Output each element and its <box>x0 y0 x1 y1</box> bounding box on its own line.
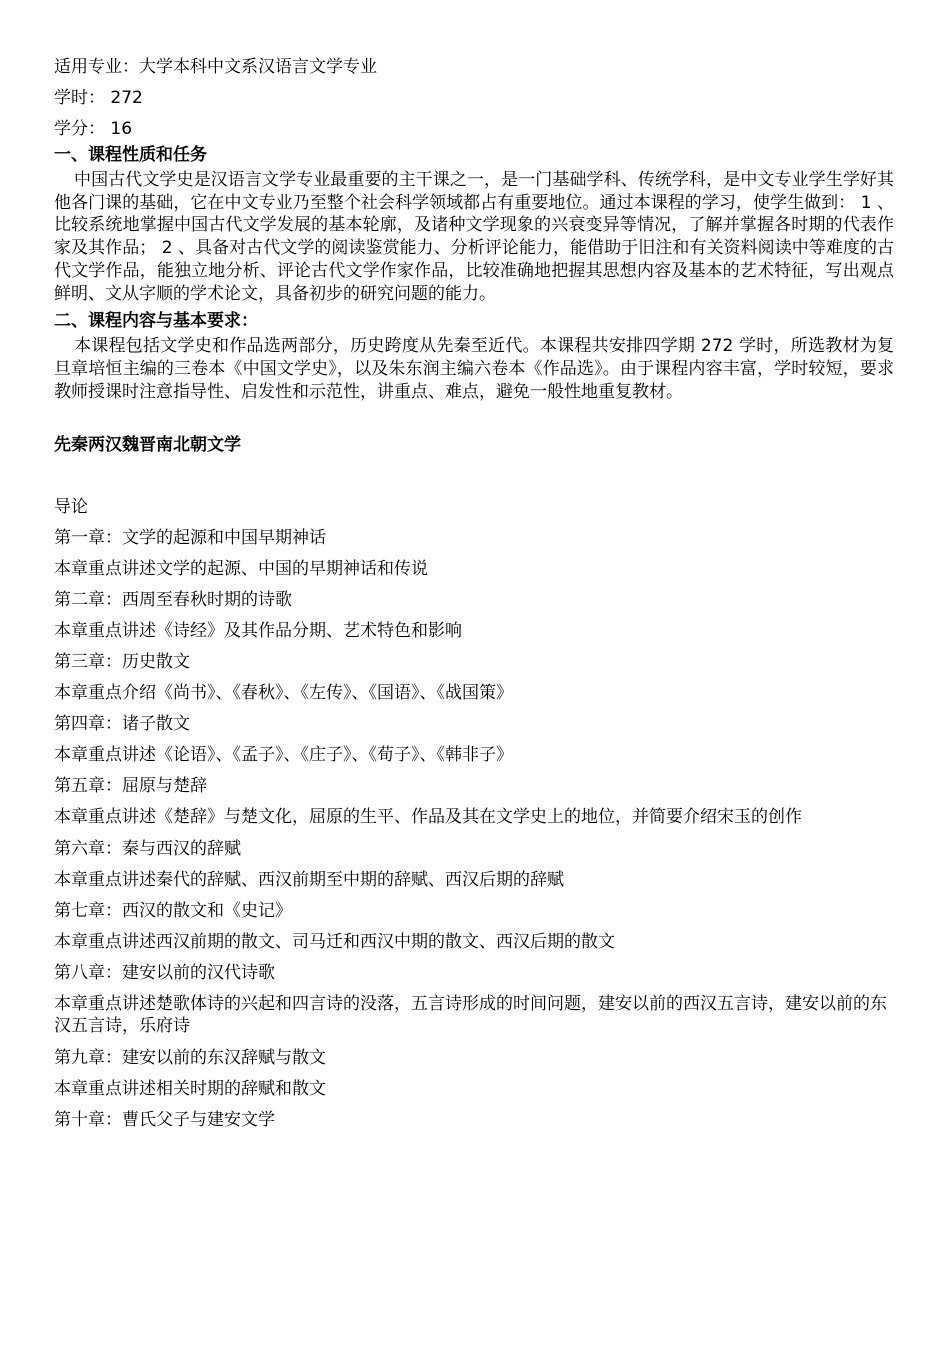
section-body-nature: 中国古代文学史是汉语言文学专业最重要的主干课之一，是一门基础学科、传统学科，是中文专业学生学好其他各门课的基础，它在中文专业乃至整个社会科学领域都占有重要地位。通过本课程的学习，使学生做到： 1 、比较系统地掌握中国古代文学发展的基本轮廓，及诸种文学现象的兴衰变异等情况，了解并掌握各时期的代表作家及其作品； 2 、具备对古代文学的阅读鉴赏能力、分析评论能力，能借助于旧注和有关资料阅读中等难度的古代文学作品，能独立地分析、评论古代文学作家作品，比较准确地把握其思想内容及基本的艺术特征，写出观点鲜明、文从字顺的学术论文，具备初步的研究问题的能力。 <box>54 170 894 304</box>
list-item: 第四章：诸子散文 <box>54 714 190 735</box>
section-body-content: 本课程包括文学史和作品选两部分，历史跨度从先秦至近代。本课程共安排四学期 272 学时，所选教材为复旦章培恒主编的三卷本《中国文学史》，以及朱东润主编六卷本《作品选》。由于课程内容丰富，学时较短，要求教师授课时注意指导性、启发性和示范性，讲重点、难点，避免一般性地重复教材。 <box>54 336 894 402</box>
list-item: 本章重点讲述文学的起源、中国的早期神话和传说 <box>54 559 428 580</box>
course-hours: 学时： 272 <box>54 88 143 108</box>
list-item: 第二章：西周至春秋时期的诗歌 <box>54 590 292 611</box>
list-item: 本章重点讲述《论语》、《孟子》、《庄子》、《荀子》、《韩非子》 <box>54 745 513 766</box>
course-credits: 学分： 16 <box>54 119 133 139</box>
list-item: 第八章：建安以前的汉代诗歌 <box>54 962 275 983</box>
list-item: 第五章：屈原与楚辞 <box>54 776 207 797</box>
list-item: 本章重点讲述西汉前期的散文、司马迁和西汉中期的散文、西汉后期的散文 <box>54 931 615 952</box>
list-item: 第六章：秦与西汉的辞赋 <box>54 838 241 859</box>
list-item: 本章重点介绍《尚书》、《春秋》、《左传》、《国语》、《战国策》 <box>54 683 513 704</box>
chapter-list <box>54 496 894 1131</box>
list-item: 第一章：文学的起源和中国早期神话 <box>54 528 326 549</box>
section-heading-nature: 一、课程性质和任务 <box>54 145 207 165</box>
list-item: 本章重点讲述《楚辞》与楚文化，屈原的生平、作品及其在文学史上的地位，并简要介绍宋玉的创作 <box>54 807 802 828</box>
list-item: 第十章：曹氏父子与建安文学 <box>54 1109 275 1130</box>
document-page <box>54 56 894 1140</box>
applicable-major: 适用专业：大学本科中文系汉语言文学专业 <box>54 57 377 77</box>
list-item: 第九章：建安以前的东汉辞赋与散文 <box>54 1047 326 1068</box>
list-item: 导论 <box>54 497 88 518</box>
list-item: 本章重点讲述《诗经》及其作品分期、艺术特色和影响 <box>54 621 462 642</box>
part-title: 先秦两汉魏晋南北朝文学 <box>54 435 241 456</box>
section-heading-content: 二、课程内容与基本要求： <box>54 311 258 332</box>
list-item: 本章重点讲述楚歌体诗的兴起和四言诗的没落，五言诗形成的时间问题，建安以前的西汉五言诗，建安以前的东汉五言诗，乐府诗 <box>54 993 887 1037</box>
list-item: 本章重点讲述相关时期的辞赋和散文 <box>54 1078 326 1099</box>
list-item: 第三章：历史散文 <box>54 652 190 673</box>
list-item: 本章重点讲述秦代的辞赋、西汉前期至中期的辞赋、西汉后期的辞赋 <box>54 869 564 890</box>
list-item: 第七章：西汉的散文和《史记》 <box>54 900 292 921</box>
